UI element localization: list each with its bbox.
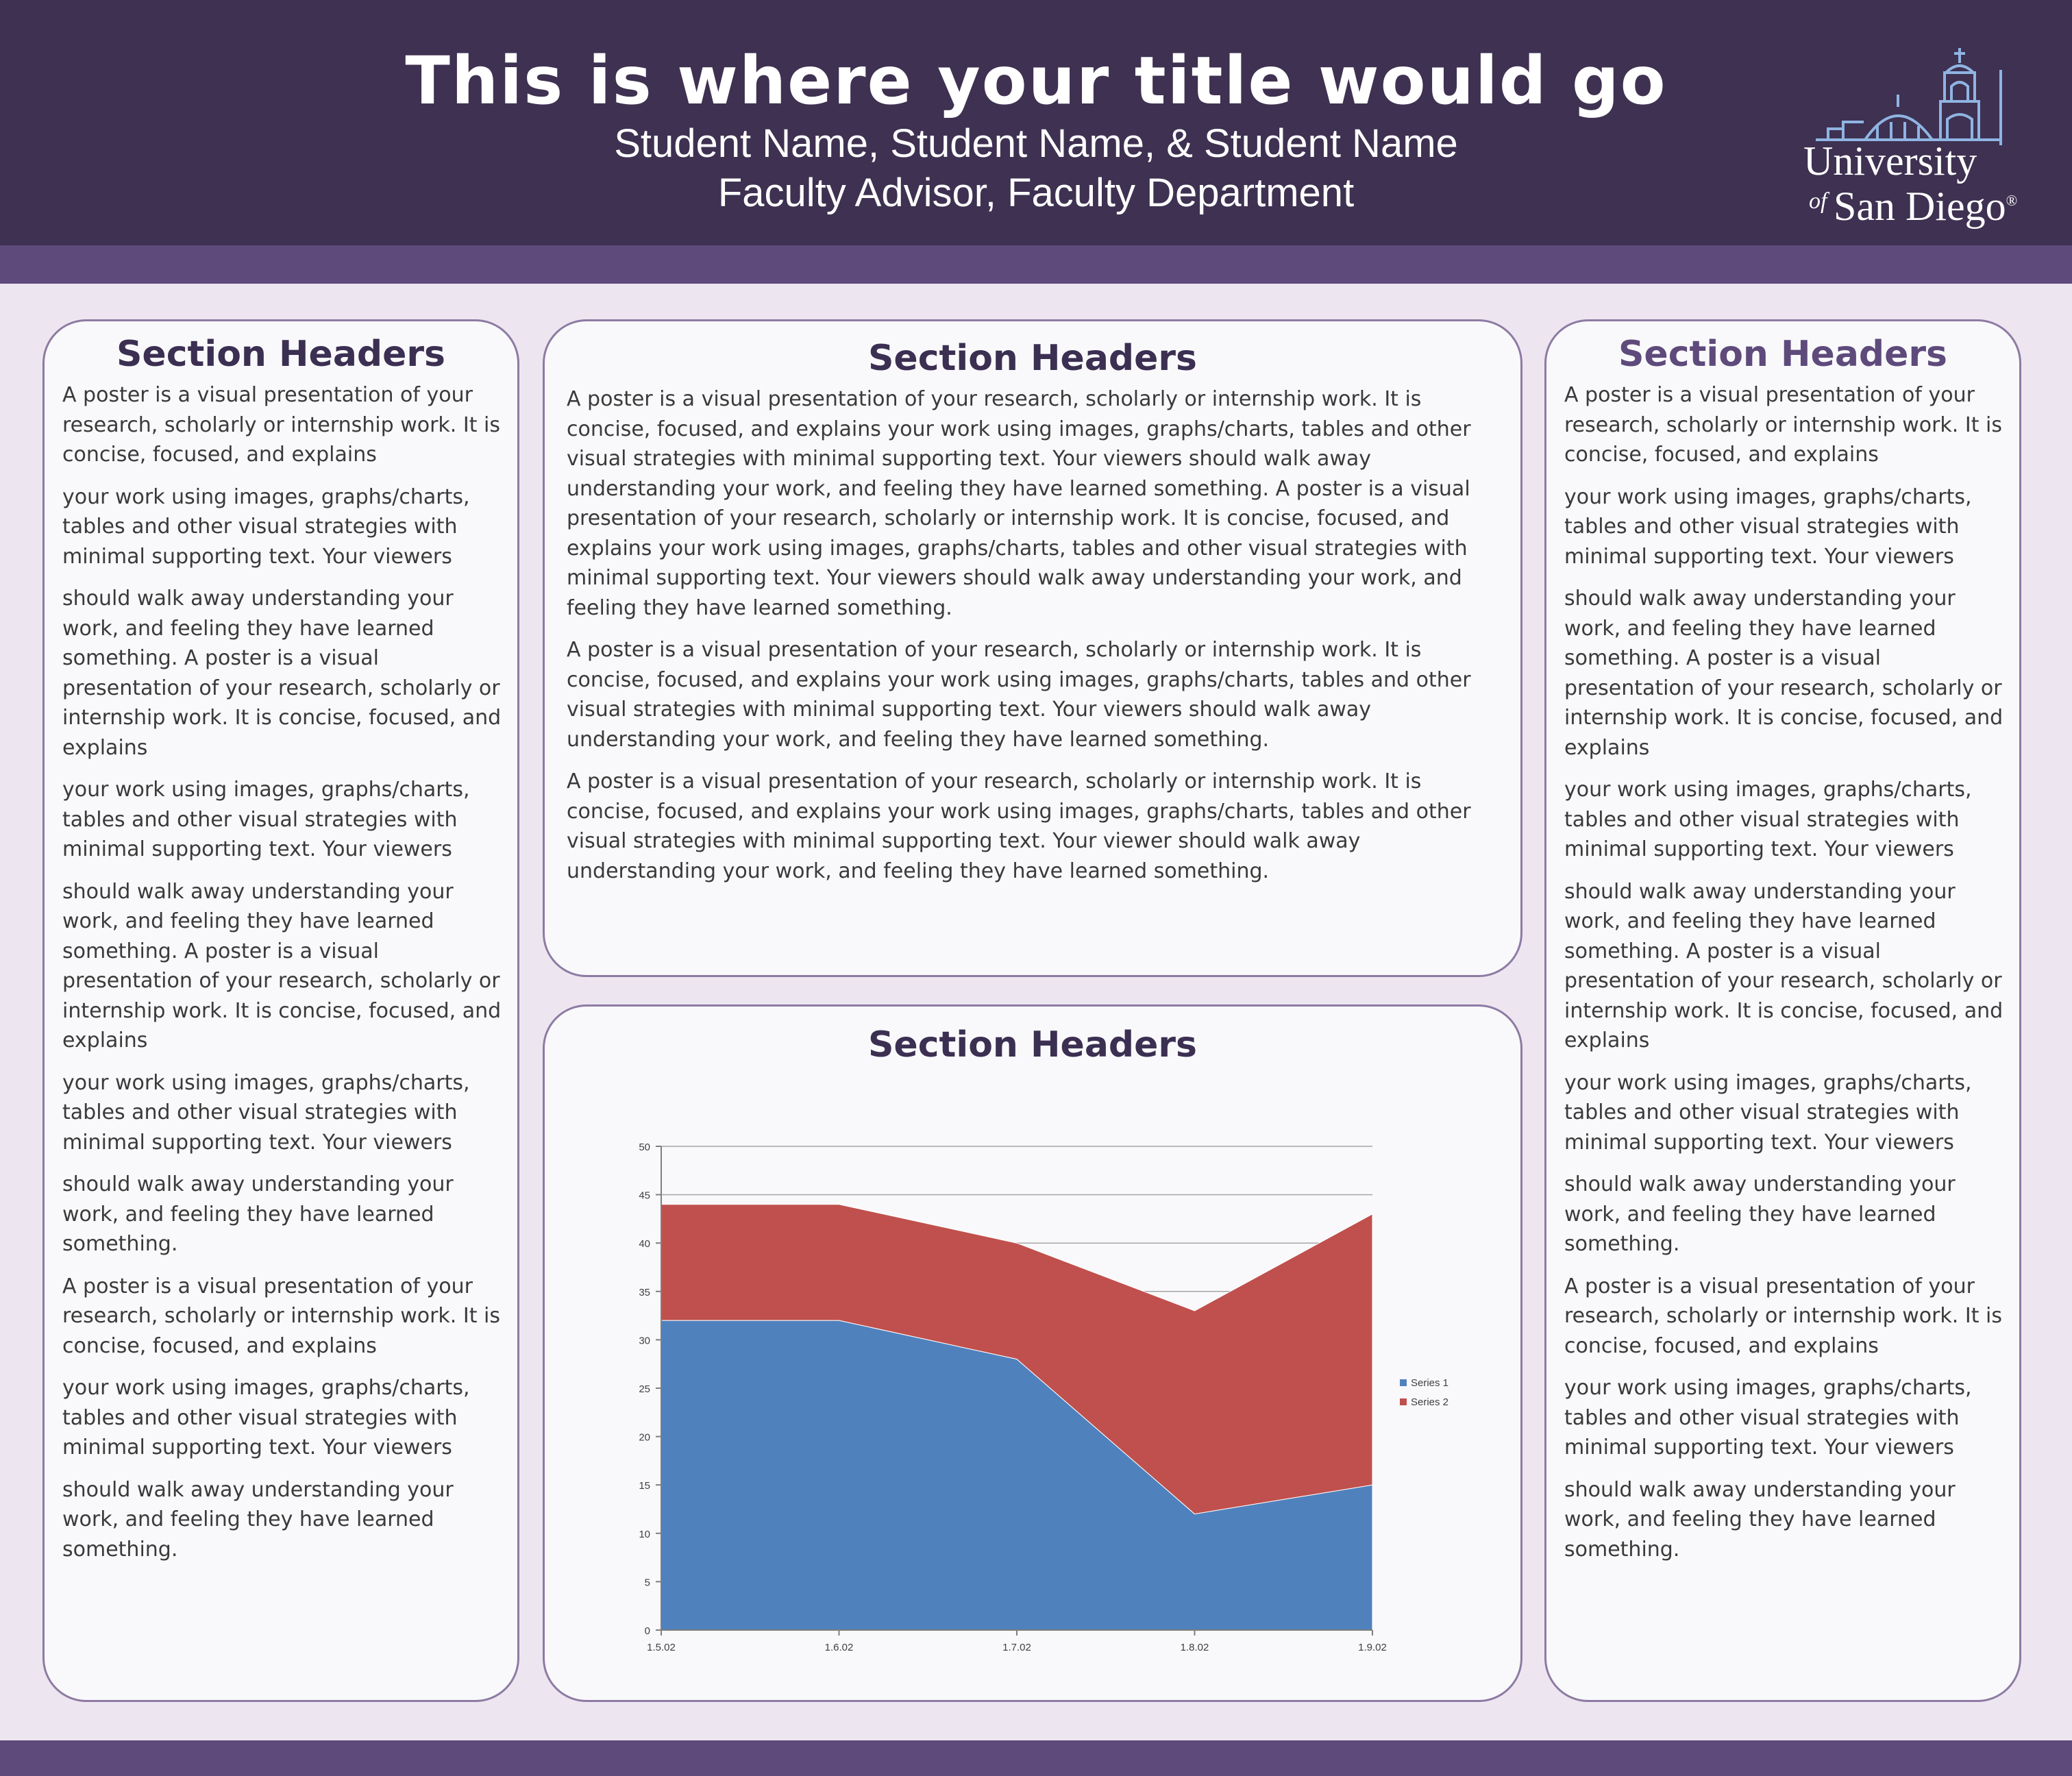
y-tick-label: 30	[639, 1335, 650, 1347]
legend-swatch-series-1	[1400, 1379, 1407, 1386]
center-paragraph: A poster is a visual presentation of your research, scholarly or internship work. It is concise, focused, and explains your work using images, graphs/charts, tables and other visual strategies with minimal supporting text. Your viewer should walk away understanding your work, and feeling they have learned something.	[567, 769, 1471, 883]
y-tick-label: 50	[639, 1142, 650, 1153]
left-paragraph: your work using images, graphs/charts, tables and other visual strategies with minimal supporting text. Your viewers	[62, 1376, 470, 1459]
y-tick-label: 15	[639, 1480, 650, 1492]
legend-label-series-1: Series 1	[1411, 1377, 1449, 1389]
x-tick-label: 1.6.02	[824, 1642, 854, 1653]
center-paragraph: A poster is a visual presentation of your research, scholarly or internship work. It is concise, focused, and explains your work using images, graphs/charts, tables and other visual strategies with minimal supporting text. Your viewers should walk away understanding your work, and feeling they have learned something. A poster is a visual presentation of your research, scholarly or internship work. It is concise, focused, and explains your work using images, graphs/charts, tables and other visual strategies with minimal supporting text. Your viewers should walk away understanding your work, and feeling they have learned something.	[567, 387, 1471, 620]
poster-title: This is where your title would go	[405, 42, 1667, 119]
faculty-advisor: Faculty Advisor, Faculty Department	[717, 171, 1355, 215]
right-panel	[1544, 319, 2021, 1702]
left-paragraph: should walk away understanding your work, and feeling they have learned something. A poster is a visual presentation of your research, scholarly or internship work. It is concise, focused, and explains	[62, 879, 502, 1052]
legend-label-series-2: Series 2	[1411, 1396, 1449, 1408]
y-tick-label: 0	[644, 1625, 650, 1637]
right-paragraph: A poster is a visual presentation of your research, scholarly or internship work. It is concise, focused, and explains	[1564, 383, 2002, 467]
left-section-header: Section Headers	[116, 334, 446, 375]
x-tick-label: 1.9.02	[1358, 1642, 1387, 1653]
logo-word-san-diego	[1834, 177, 2017, 230]
right-section-header: Section Headers	[1618, 334, 1948, 375]
right-paragraph: A poster is a visual presentation of your research, scholarly or internship work. It is concise, focused, and explains	[1564, 1274, 2002, 1358]
center-panel-text	[567, 384, 1505, 898]
left-paragraph: should walk away understanding your work, and feeling they have learned something.	[62, 1477, 454, 1562]
right-panel-text	[1564, 380, 2010, 1577]
left-paragraph: your work using images, graphs/charts, tables and other visual strategies with minimal supporting text. Your viewers	[62, 1070, 470, 1155]
y-tick-label: 10	[639, 1528, 650, 1540]
right-paragraph: should walk away understanding your work, and feeling they have learned something. A poster is a visual presentation of your research, scholarly or internship work. It is concise, focused, and explains	[1564, 587, 2003, 760]
right-paragraph: your work using images, graphs/charts, tables and other visual strategies with minimal supporting text. Your viewers	[1564, 1376, 1972, 1459]
left-panel	[42, 319, 519, 1702]
left-paragraph: your work using images, graphs/charts, tables and other visual strategies with minimal supporting text. Your viewers	[62, 778, 470, 861]
right-paragraph: should walk away understanding your work, and feeling they have learned something. A poster is a visual presentation of your research, scholarly or internship work. It is concise, focused, and explains	[1564, 879, 2003, 1052]
x-tick-label: 1.8.02	[1180, 1642, 1209, 1653]
x-tick-label: 1.7.02	[1002, 1642, 1031, 1653]
registered-mark: ®	[2006, 192, 2018, 209]
y-tick-label: 45	[639, 1189, 650, 1202]
student-names: Student Name, Student Name, & Student Name	[614, 121, 1458, 166]
x-tick-label: 1.5.02	[647, 1642, 676, 1653]
right-paragraph: should walk away understanding your work, and feeling they have learned something.	[1564, 1477, 1956, 1562]
right-paragraph: your work using images, graphs/charts, tables and other visual strategies with minimal supporting text. Your viewers	[1564, 484, 1972, 569]
y-tick-label: 25	[639, 1383, 650, 1395]
left-panel-text	[62, 380, 508, 1577]
center-top-panel	[543, 319, 1522, 977]
right-paragraph: should walk away understanding your work, and feeling they have learned something.	[1564, 1172, 1956, 1256]
y-tick-label: 5	[644, 1577, 650, 1589]
legend-swatch-series-2	[1400, 1398, 1407, 1405]
logo-san-diego-text: San Diego	[1834, 184, 2006, 229]
left-paragraph: A poster is a visual presentation of your research, scholarly or internship work. It is concise, focused, and explains	[62, 1274, 500, 1358]
mission-tower-icon	[1795, 42, 2021, 145]
logo-word-of: of	[1809, 188, 1827, 214]
logo-word-university: University	[1803, 138, 1977, 184]
y-tick-label: 35	[639, 1286, 650, 1298]
center-paragraph: A poster is a visual presentation of your research, scholarly or internship work. It is concise, focused, and explains your work using images, graphs/charts, tables and other visual strategies with minimal supporting text. Your viewers should walk away understanding your work, and feeling they have learned something.	[567, 638, 1471, 752]
right-paragraph: your work using images, graphs/charts, tables and other visual strategies with minimal supporting text. Your viewers	[1564, 778, 1972, 861]
footer-bar	[0, 1740, 2072, 1776]
accent-bar	[0, 245, 2072, 284]
left-paragraph: should walk away understanding your work, and feeling they have learned something. A poster is a visual presentation of your research, scholarly or internship work. It is concise, focused, and explains	[62, 587, 502, 760]
university-logo	[1795, 42, 2021, 232]
chart-panel	[543, 1004, 1522, 1702]
center-section-header: Section Headers	[867, 338, 1198, 379]
area-chart	[545, 1007, 1522, 1702]
left-paragraph: should walk away understanding your work, and feeling they have learned something.	[62, 1172, 454, 1256]
left-paragraph: your work using images, graphs/charts, tables and other visual strategies with minimal supporting text. Your viewers	[62, 484, 470, 569]
chart-section-header: Section Headers	[867, 1024, 1198, 1065]
y-tick-label: 40	[639, 1238, 650, 1250]
y-tick-label: 20	[639, 1431, 650, 1444]
right-paragraph: your work using images, graphs/charts, tables and other visual strategies with minimal supporting text. Your viewers	[1564, 1070, 1972, 1155]
left-paragraph: A poster is a visual presentation of your research, scholarly or internship work. It is concise, focused, and explains	[62, 383, 500, 467]
